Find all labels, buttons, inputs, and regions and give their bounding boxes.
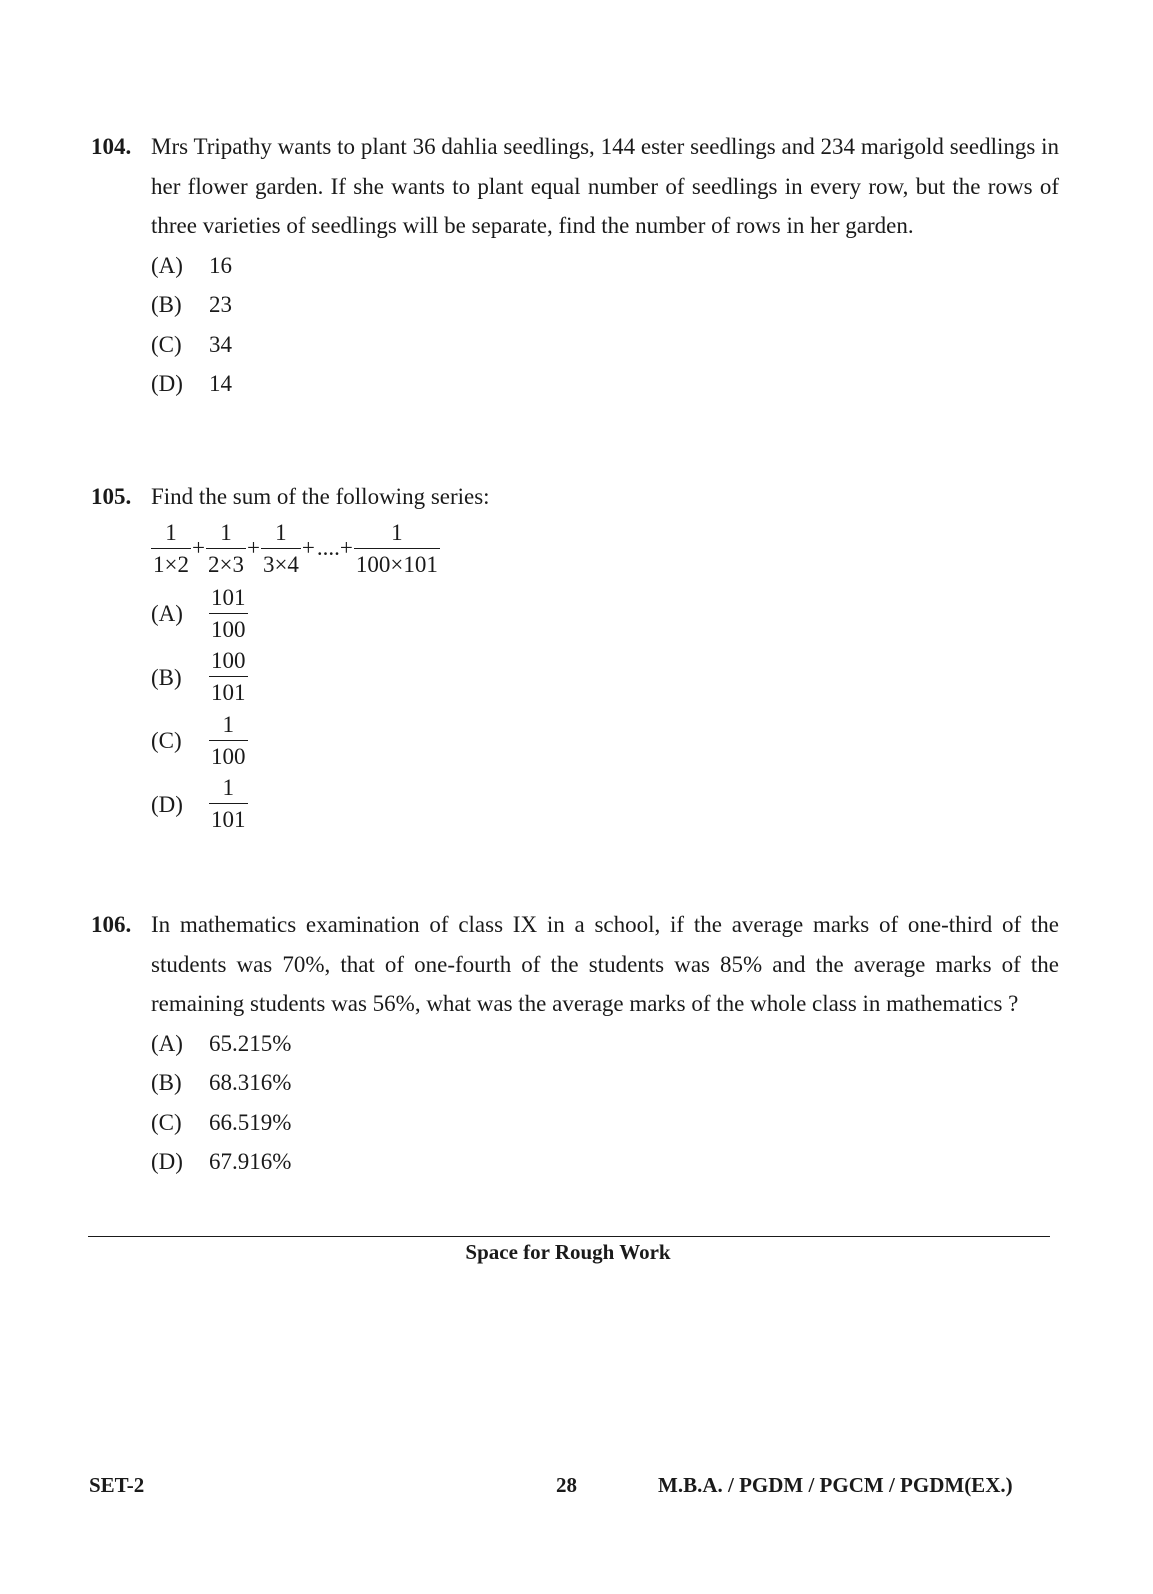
rough-work-heading: Space for Rough Work bbox=[465, 1240, 671, 1264]
option-c[interactable] bbox=[151, 1103, 1059, 1143]
denominator: 3×4 bbox=[261, 548, 301, 581]
option-d[interactable] bbox=[151, 1142, 1059, 1182]
numerator: 101 bbox=[211, 584, 246, 610]
option-value: 34 bbox=[209, 331, 232, 357]
series-term bbox=[261, 518, 301, 581]
option-label: (C) bbox=[151, 728, 182, 754]
options-list bbox=[151, 583, 1059, 837]
option-label: (C) bbox=[151, 1109, 182, 1135]
option-a[interactable] bbox=[151, 583, 1059, 647]
option-label: (B) bbox=[151, 1070, 182, 1095]
footer-set: SET-2 bbox=[89, 1473, 145, 1497]
denominator: 1×2 bbox=[151, 548, 191, 581]
question-106 bbox=[91, 905, 1059, 1182]
plus-sign: + bbox=[301, 534, 315, 560]
numerator: 1 bbox=[220, 520, 232, 545]
option-fraction bbox=[209, 710, 248, 773]
option-d[interactable] bbox=[151, 773, 1059, 837]
option-value: 65.215% bbox=[209, 1030, 292, 1056]
numerator: 1 bbox=[275, 520, 287, 545]
option-label: (D) bbox=[151, 791, 183, 817]
plus-sign: + bbox=[191, 534, 205, 560]
option-label: (A) bbox=[151, 601, 183, 627]
option-label: (D) bbox=[151, 1149, 183, 1174]
denominator: 100 bbox=[209, 740, 248, 773]
option-fraction bbox=[209, 646, 248, 709]
numerator: 1 bbox=[391, 520, 403, 545]
numerator: 1 bbox=[165, 520, 177, 545]
numerator: 1 bbox=[222, 775, 234, 801]
denominator: 100×101 bbox=[354, 548, 440, 581]
option-value: 66.519% bbox=[209, 1109, 292, 1135]
option-label: (B) bbox=[151, 664, 182, 690]
option-fraction bbox=[209, 773, 248, 836]
option-b[interactable] bbox=[151, 1063, 1059, 1103]
denominator: 2×3 bbox=[206, 548, 246, 581]
question-text: Find the sum of the following series: bbox=[151, 484, 490, 509]
question-number: 104. bbox=[91, 134, 132, 159]
option-b[interactable] bbox=[151, 646, 1059, 710]
ellipsis: ....+ bbox=[316, 534, 353, 560]
option-label: (C) bbox=[151, 331, 182, 357]
series-term bbox=[151, 518, 191, 581]
question-text: Mrs Tripathy wants to plant 36 dahlia seedlings, 144 ester seedlings and 234 marigold seedlings in her flower garden. If she wants to plant equal number of seedlings in every row, but the rows of three varieties of seedlings will be separate, find the number of rows in her garden. bbox=[151, 134, 1059, 238]
question-number: 106. bbox=[91, 912, 132, 937]
option-b[interactable] bbox=[151, 285, 1059, 325]
footer-course: M.B.A. / PGDM / PGCM / PGDM(EX.) bbox=[658, 1473, 1013, 1497]
option-d[interactable] bbox=[151, 364, 1059, 404]
denominator: 101 bbox=[209, 803, 248, 836]
numerator: 1 bbox=[222, 711, 234, 737]
series-expression bbox=[151, 517, 1059, 583]
option-label: (B) bbox=[151, 292, 182, 317]
option-a[interactable] bbox=[151, 1024, 1059, 1064]
numerator: 100 bbox=[211, 648, 246, 674]
option-label: (D) bbox=[151, 371, 183, 396]
option-c[interactable] bbox=[151, 710, 1059, 774]
footer-page-number: 28 bbox=[556, 1473, 577, 1497]
rough-work-divider bbox=[88, 1236, 1050, 1237]
option-a[interactable] bbox=[151, 246, 1059, 286]
option-value: 23 bbox=[209, 292, 232, 317]
option-value: 16 bbox=[209, 252, 232, 278]
question-text: In mathematics examination of class IX in a school, if the average marks of one-third of the students was 70%, that of one-fourth of the students was 85% and the average marks of the remaining students was 56%, what was the average marks of the whole class in mathematics ? bbox=[151, 912, 1059, 1016]
option-fraction bbox=[209, 583, 248, 646]
option-label: (A) bbox=[151, 252, 183, 278]
series-term bbox=[354, 518, 440, 581]
option-value: 67.916% bbox=[209, 1149, 292, 1174]
option-label: (A) bbox=[151, 1030, 183, 1056]
plus-sign: + bbox=[246, 534, 260, 560]
option-value: 14 bbox=[209, 371, 232, 396]
denominator: 100 bbox=[209, 613, 248, 646]
series-term bbox=[206, 518, 246, 581]
option-value: 68.316% bbox=[209, 1070, 292, 1095]
question-number: 105. bbox=[91, 484, 132, 509]
question-104 bbox=[91, 127, 1059, 404]
question-105 bbox=[91, 477, 1059, 837]
options-list bbox=[151, 1024, 1059, 1182]
option-c[interactable] bbox=[151, 325, 1059, 365]
denominator: 101 bbox=[209, 676, 248, 709]
options-list bbox=[151, 246, 1059, 404]
